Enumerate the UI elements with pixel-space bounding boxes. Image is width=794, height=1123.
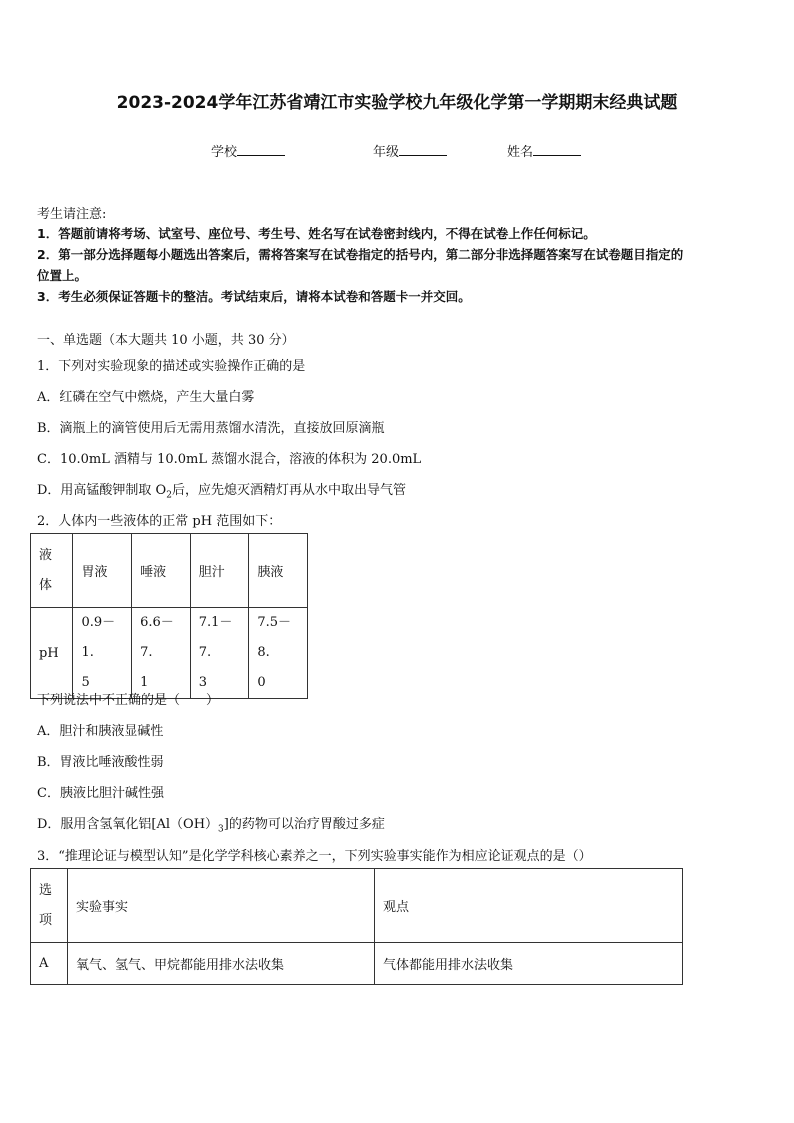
cell-text: 0.9－1. (81, 615, 116, 660)
name-field[interactable] (507, 141, 581, 160)
notice-item: 1．答题前请将考场、试室号、座位号、考生号、姓名写在试卷密封线内，不得在试卷上作任何标记。 (37, 226, 596, 241)
q1-option-b[interactable]: B．滴瓶上的滴管使用后无需用蒸馏水清洗，直接放回原滴瓶 (37, 421, 385, 436)
name-label: 姓名 (507, 145, 534, 160)
table-cell: 胰液 (249, 534, 308, 608)
table-row (31, 608, 308, 699)
table-cell: 胃液 (73, 534, 132, 608)
name-blank[interactable] (533, 143, 581, 156)
table-cell (73, 608, 132, 699)
q3-stem: 3．“推理论证与模型认知”是化学学科核心素养之一，下列实验事实能作为相应论证观点的是（） (37, 849, 592, 864)
q1-option-a[interactable]: A．红磷在空气中燃烧，产生大量白雾 (37, 390, 255, 405)
table-cell: 唾液 (132, 534, 191, 608)
q2-option-a[interactable]: A．胆汁和胰液显碱性 (37, 724, 164, 739)
table-cell (31, 534, 73, 608)
notice-heading: 考生请注意: (37, 207, 107, 222)
q2-ph-table (30, 533, 308, 699)
table-cell: 气体都能用排水法收集 (375, 943, 683, 985)
table-row (31, 534, 308, 608)
notice-item: 3．考生必须保证答题卡的整洁。考试结束后，请将本试卷和答题卡一并交回。 (37, 289, 471, 304)
cell-text: 0 (257, 675, 266, 690)
table-row (31, 869, 683, 943)
q3-table (30, 868, 683, 985)
cell-text: 液 (39, 547, 53, 563)
page-title: 2023-2024学年江苏省靖江市实验学校九年级化学第一学期期末经典试题 (116, 93, 678, 113)
q1-option-c[interactable]: C．10.0mL 酒精与 10.0mL 蒸馏水混合，溶液的体积为 20.0mL (37, 452, 422, 467)
q2-option-c[interactable]: C．胰液比胆汁碱性强 (37, 786, 164, 801)
table-cell: 观点 (375, 869, 683, 943)
notice-item: 位置上。 (37, 268, 88, 283)
q2-option-b[interactable]: B．胃液比唾液酸性弱 (37, 755, 164, 770)
cell-text: 6.6－7. (140, 615, 174, 660)
q1-option-d-subscript: 2 (166, 490, 172, 501)
notice-item: 2．第一部分选择题每小题选出答案后，需将答案写在试卷指定的括号内，第二部分非选择题答案写在试卷题目指定的 (37, 247, 684, 262)
q2-option-d-text-end: ]的药物可以治疗胃酸过多症 (223, 817, 385, 832)
cell-text: 5 (81, 675, 90, 690)
table-cell: A (31, 943, 68, 985)
q1-option-d[interactable] (37, 479, 406, 501)
grade-blank[interactable] (399, 143, 447, 156)
table-cell: 胆汁 (190, 534, 249, 608)
q1-option-d-text: D．用高锰酸钾制取 O (37, 483, 167, 498)
table-cell (249, 608, 308, 699)
q2-prompt: 下列说法中不正确的是（ ） (37, 693, 220, 708)
school-blank[interactable] (237, 143, 285, 156)
q1-stem: 1．下列对实验现象的描述或实验操作正确的是 (37, 359, 306, 374)
table-cell (190, 608, 249, 699)
cell-text: 1 (140, 675, 149, 690)
q2-stem: 2．人体内一些液体的正常 pH 范围如下： (37, 514, 282, 529)
section-heading: 一、单选题（本大题共 10 小题，共 30 分） (37, 333, 295, 348)
table-row (31, 943, 683, 985)
cell-text: 7.5－8. (257, 615, 292, 660)
q2-option-d[interactable] (37, 813, 385, 835)
table-cell (132, 608, 191, 699)
q1-option-d-text-end: 后，应先熄灭酒精灯再从水中取出导气管 (171, 483, 406, 498)
cell-text: 3 (198, 675, 207, 690)
school-field[interactable] (211, 141, 285, 160)
table-cell: pH (31, 608, 73, 699)
q2-option-d-subscript: 3 (218, 824, 224, 835)
table-cell: 氧气、氢气、甲烷都能用排水法收集 (68, 943, 375, 985)
grade-field[interactable] (373, 141, 447, 160)
q2-option-d-text: D．服用含氢氧化铝[Al（OH） (37, 817, 219, 832)
table-cell (31, 869, 68, 943)
school-label: 学校 (211, 145, 238, 160)
cell-text: 选 (39, 882, 53, 898)
cell-text: 体 (39, 577, 53, 593)
grade-label: 年级 (373, 145, 400, 160)
table-cell: 实验事实 (68, 869, 375, 943)
cell-text: 7.1－7. (198, 615, 233, 660)
cell-text: 项 (39, 912, 53, 928)
